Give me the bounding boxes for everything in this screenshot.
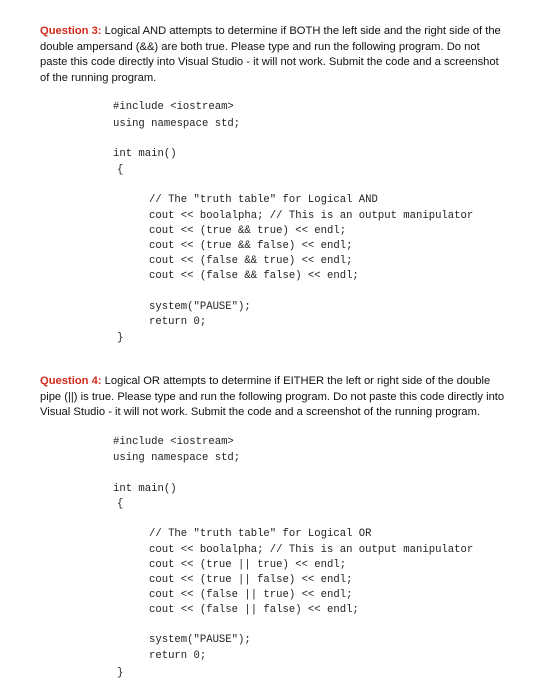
code-line-1: cout << boolalpha; // This is an output manipulator (149, 544, 474, 556)
code-using: using namespace std; (113, 118, 241, 130)
code-open-brace: { (117, 498, 124, 510)
code-line-5: cout << (false || false) << endl; (149, 604, 359, 616)
code-main: int main() (113, 483, 177, 495)
code-line-2: cout << (true && true) << endl; (149, 225, 347, 237)
question-3-paragraph (40, 24, 510, 86)
code-line-3: cout << (true && false) << endl; (149, 240, 353, 252)
code-line-5: cout << (false && false) << endl; (149, 270, 359, 282)
code-close-brace: } (117, 332, 124, 344)
code-line-4: cout << (false || true) << endl; (149, 589, 353, 601)
question-3-label: Question 3: (40, 25, 102, 37)
code-line-1: cout << boolalpha; // This is an output manipulator (149, 210, 474, 222)
code-include: #include <iostream> (113, 436, 234, 448)
code-pause: system("PAUSE"); (149, 634, 251, 646)
code-main: int main() (113, 148, 177, 160)
code-include: #include <iostream> (113, 101, 234, 113)
code-comment: // The "truth table" for Logical OR (149, 528, 372, 540)
code-return: return 0; (149, 316, 207, 328)
code-pause: system("PAUSE"); (149, 301, 251, 313)
question-3-text: Logical AND attempts to determine if BOTH the left side and the right side of the double ampersand (&&) are both true. Please type and run the following program. Do not paste this code directly into Visual Studio - it will not work. Submit the code and a screenshot of the running program. (40, 25, 501, 84)
question-4-label: Question 4: (40, 375, 102, 387)
code-using: using namespace std; (113, 452, 241, 464)
code-open-brace: { (117, 164, 124, 176)
code-line-2: cout << (true || true) << endl; (149, 559, 347, 571)
code-return: return 0; (149, 650, 207, 662)
question-4-text: Logical OR attempts to determine if EITHER the left or right side of the double pipe (||) is true. Please type and run the following program. Do not paste this code directly into Visual Studio - it will not work. Submit the code and a screenshot of the running program. (40, 375, 505, 418)
code-line-3: cout << (true || false) << endl; (149, 574, 353, 586)
code-comment: // The "truth table" for Logical AND (149, 194, 378, 206)
question-4-paragraph (40, 374, 510, 421)
code-close-brace: } (117, 667, 124, 679)
code-line-4: cout << (false && true) << endl; (149, 255, 353, 267)
